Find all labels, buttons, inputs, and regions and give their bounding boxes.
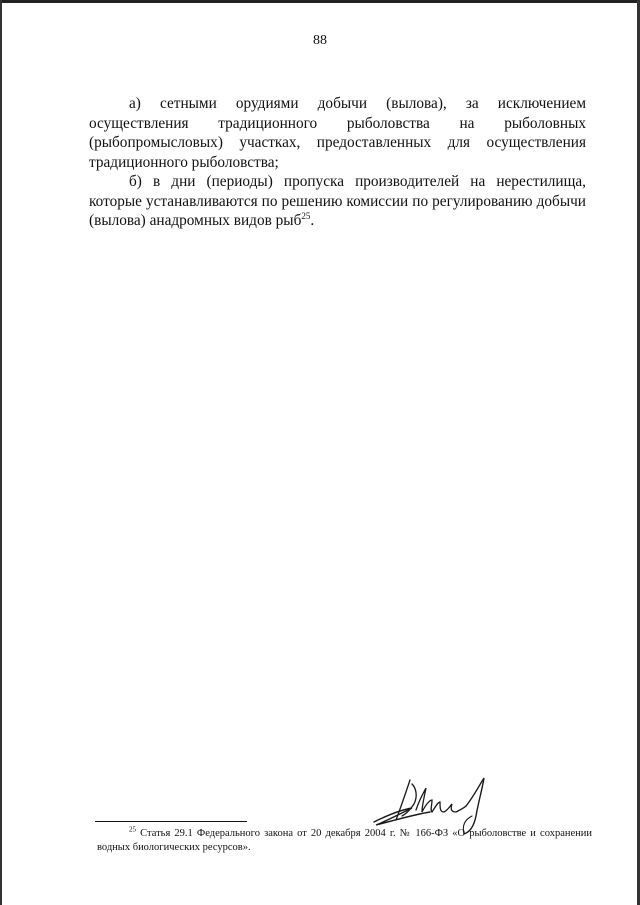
paragraph-b	[89, 172, 586, 231]
footnote	[97, 827, 592, 855]
footnote-text: Статья 29.1 Федерального закона от 20 декабря 2004 г. № 166-ФЗ «О рыболовстве и сохранении водных биологических ресурсов».	[97, 828, 592, 853]
paragraph-a	[89, 94, 586, 172]
footnote-reference[interactable]: 25	[301, 210, 311, 221]
scan-edge-top	[0, 0, 640, 3]
scan-edge-left	[0, 0, 2, 905]
page-number: 88	[313, 33, 327, 48]
body-text	[89, 94, 586, 231]
paragraph-a-text: а) сетными орудиями добычи (вылова), за исключением осуществления традиционного рыболовства на рыболовных (рыбопромысловых) участках, предоставленных для осуществления традиционного рыболовства;	[89, 95, 586, 171]
paragraph-b-text: б) в дни (периоды) пропуска производителей на нерестилища, которые устанавливаются по решению комиссии по регулированию добычи (вылова) анадромных видов рыб	[89, 173, 586, 229]
paragraph-b-end: .	[310, 212, 315, 229]
footnote-marker: 25	[129, 825, 136, 834]
footnote-divider	[95, 821, 247, 822]
